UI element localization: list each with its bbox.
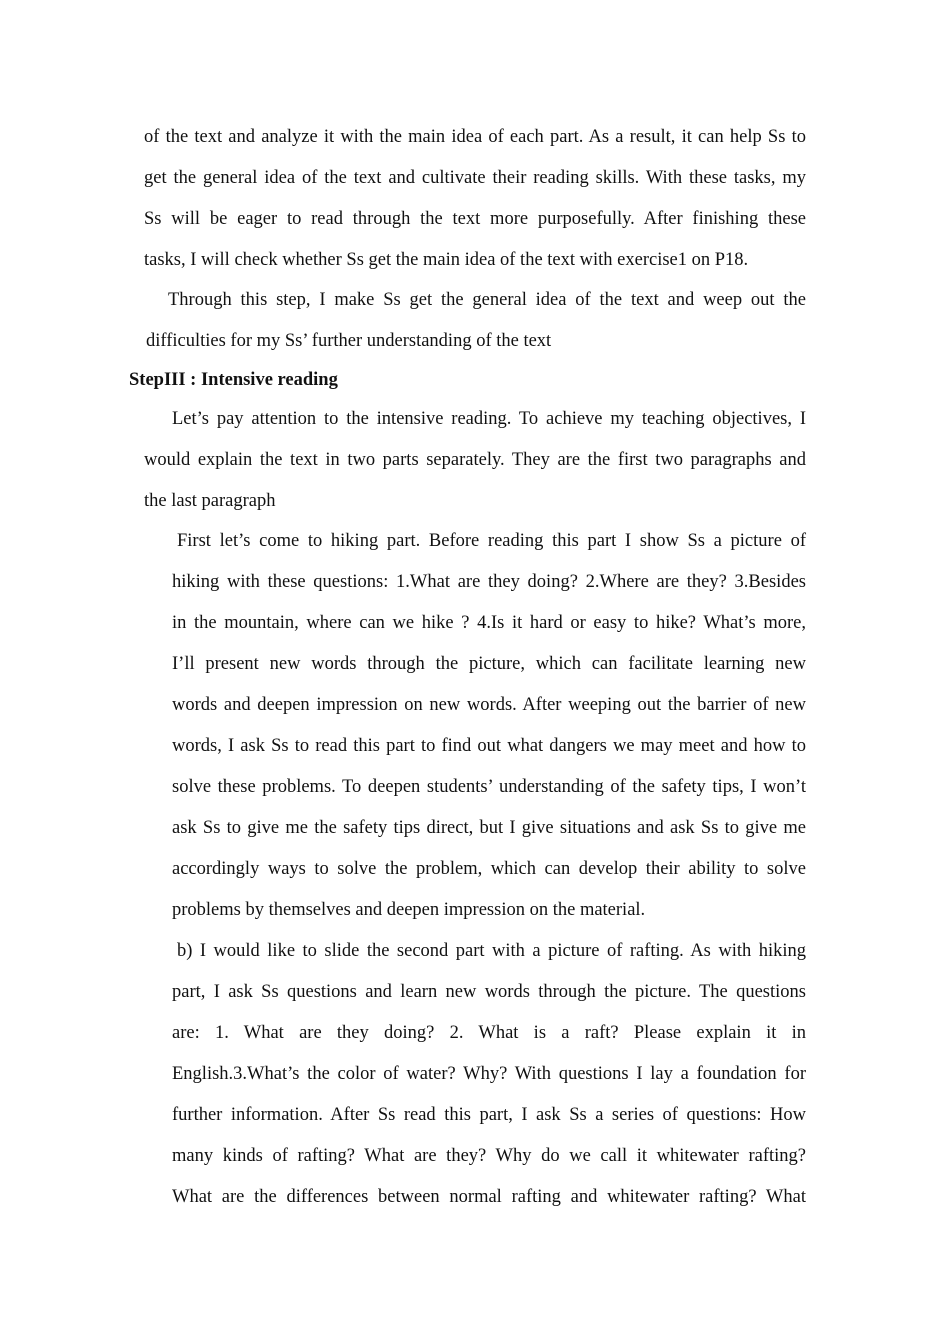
text-line: hiking with these questions: 1.What are they doing? 2.Where are they? 3.Besides [172, 572, 806, 592]
text-line: in the mountain, where can we hike ? 4.Is it hard or easy to hike? What’s more, [172, 613, 806, 633]
text-line: Through this step, I make Ss get the general idea of the text and weep out the [168, 290, 806, 310]
text-line: further information. After Ss read this part, I ask Ss a series of questions: How [172, 1105, 806, 1125]
text-line: First let’s come to hiking part. Before reading this part I show Ss a picture of [177, 531, 806, 551]
text-line: part, I ask Ss questions and learn new words through the picture. The questions [172, 982, 806, 1002]
text-line: ask Ss to give me the safety tips direct, but I give situations and ask Ss to give me [172, 818, 806, 838]
text-line: solve these problems. To deepen students’ understanding of the safety tips, I won’t [172, 777, 806, 797]
text-line: the last paragraph [144, 491, 276, 511]
text-line: b) I would like to slide the second part with a picture of rafting. As with hiking [177, 941, 806, 961]
text-line: I’ll present new words through the picture, which can facilitate learning new [172, 654, 806, 674]
text-line: What are the differences between normal rafting and whitewater rafting? What [172, 1187, 806, 1207]
text-line: get the general idea of the text and cultivate their reading skills. With these tasks, my [144, 168, 806, 188]
text-line: would explain the text in two parts separately. They are the first two paragraphs and [144, 450, 806, 470]
section-heading: StepIII : Intensive reading [129, 370, 338, 390]
text-line: English.3.What’s the color of water? Why? With questions I lay a foundation for [172, 1064, 806, 1084]
text-line: accordingly ways to solve the problem, which can develop their ability to solve [172, 859, 806, 879]
text-line: many kinds of rafting? What are they? Why do we call it whitewater rafting? [172, 1146, 806, 1166]
text-line: words, I ask Ss to read this part to find out what dangers we may meet and how to [172, 736, 806, 756]
text-line: words and deepen impression on new words. After weeping out the barrier of new [172, 695, 806, 715]
text-line: difficulties for my Ss’ further understanding of the text [146, 331, 552, 351]
text-line: problems by themselves and deepen impression on the material. [172, 900, 646, 920]
text-line: tasks, I will check whether Ss get the main idea of the text with exercise1 on P18. [144, 250, 749, 270]
text-line: Ss will be eager to read through the text more purposefully. After finishing these [144, 209, 806, 229]
text-line: are: 1. What are they doing? 2. What is a raft? Please explain it in [172, 1023, 806, 1043]
text-line: of the text and analyze it with the main idea of each part. As a result, it can help Ss to [144, 127, 806, 147]
text-line: Let’s pay attention to the intensive reading. To achieve my teaching objectives, I [172, 409, 806, 429]
